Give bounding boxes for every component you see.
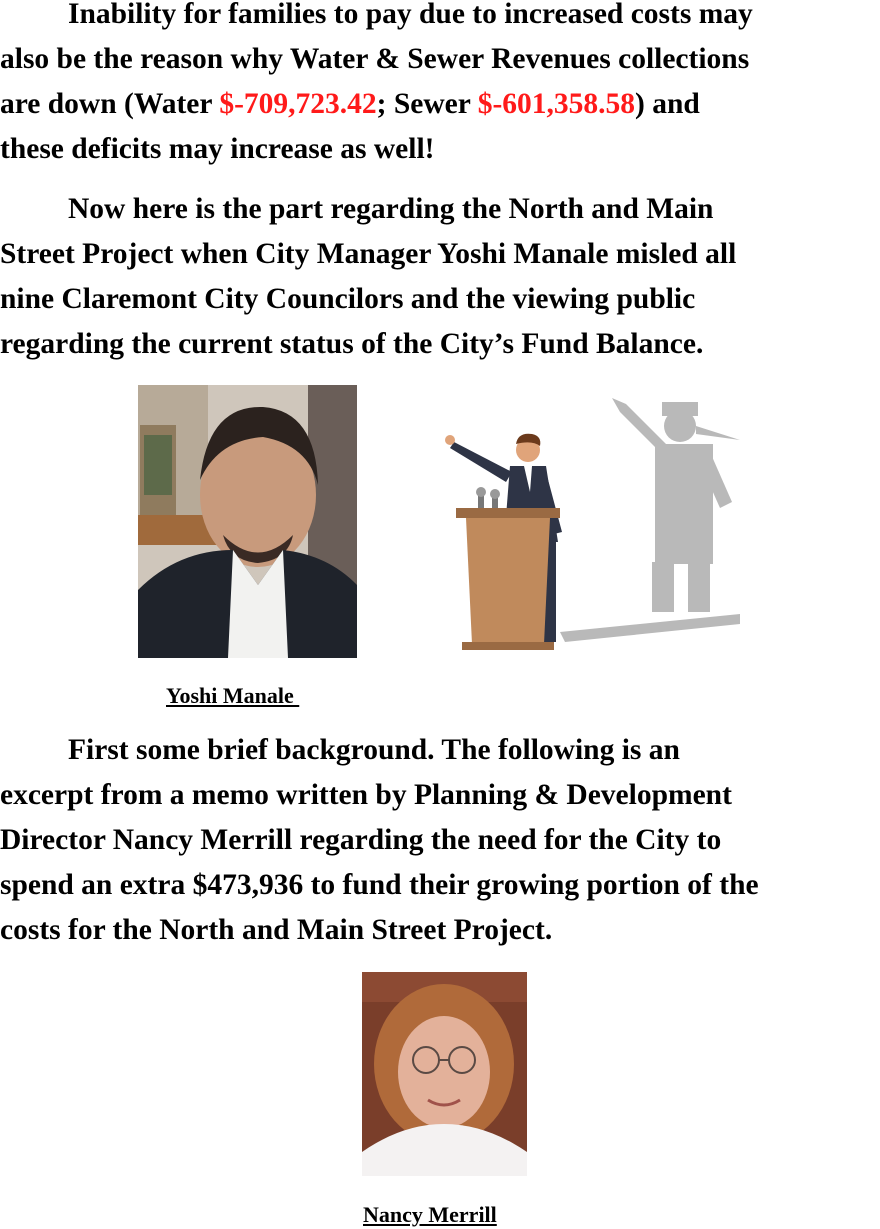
text-line: First some brief background. The following is an — [68, 734, 680, 766]
text-span: are down (Water — [0, 88, 220, 120]
text-line: these deficits may increase as well! — [0, 133, 435, 165]
text-line: spend an extra $473,936 to fund their growing portion of the — [0, 869, 759, 901]
text-line: Director Nancy Merrill regarding the need for the City to — [0, 824, 722, 856]
sewer-amount: $-601,358.58 — [477, 88, 636, 120]
text-span: ; Sewer — [376, 88, 478, 120]
paragraph-revenues — [0, 0, 880, 172]
text-line: Inability for families to pay due to increased costs may — [68, 0, 753, 30]
podium-liar-illustration — [440, 392, 740, 654]
nancy-merrill-photo — [362, 972, 527, 1176]
text-line: nine Claremont City Councilors and the viewing public — [0, 283, 696, 315]
text-line: regarding the current status of the City’s Fund Balance. — [0, 328, 704, 360]
text-line: Street Project when City Manager Yoshi Manale misled all — [0, 238, 737, 270]
paragraph-background — [0, 728, 880, 953]
text-line: costs for the North and Main Street Project. — [0, 914, 553, 946]
text-line: also be the reason why Water & Sewer Revenues collections — [0, 43, 750, 75]
caption-yoshi-manale: Yoshi Manale — [166, 683, 300, 708]
text-line — [0, 82, 880, 127]
text-span: ) and — [635, 88, 700, 120]
text-line: Now here is the part regarding the North and Main — [68, 193, 714, 225]
water-amount: $-709,723.42 — [219, 88, 377, 120]
yoshi-manale-photo — [138, 385, 357, 658]
text-line: excerpt from a memo written by Planning & Development — [0, 779, 732, 811]
caption-nancy-merrill: Nancy Merrill — [363, 1202, 497, 1227]
paragraph-north-main — [0, 187, 880, 367]
